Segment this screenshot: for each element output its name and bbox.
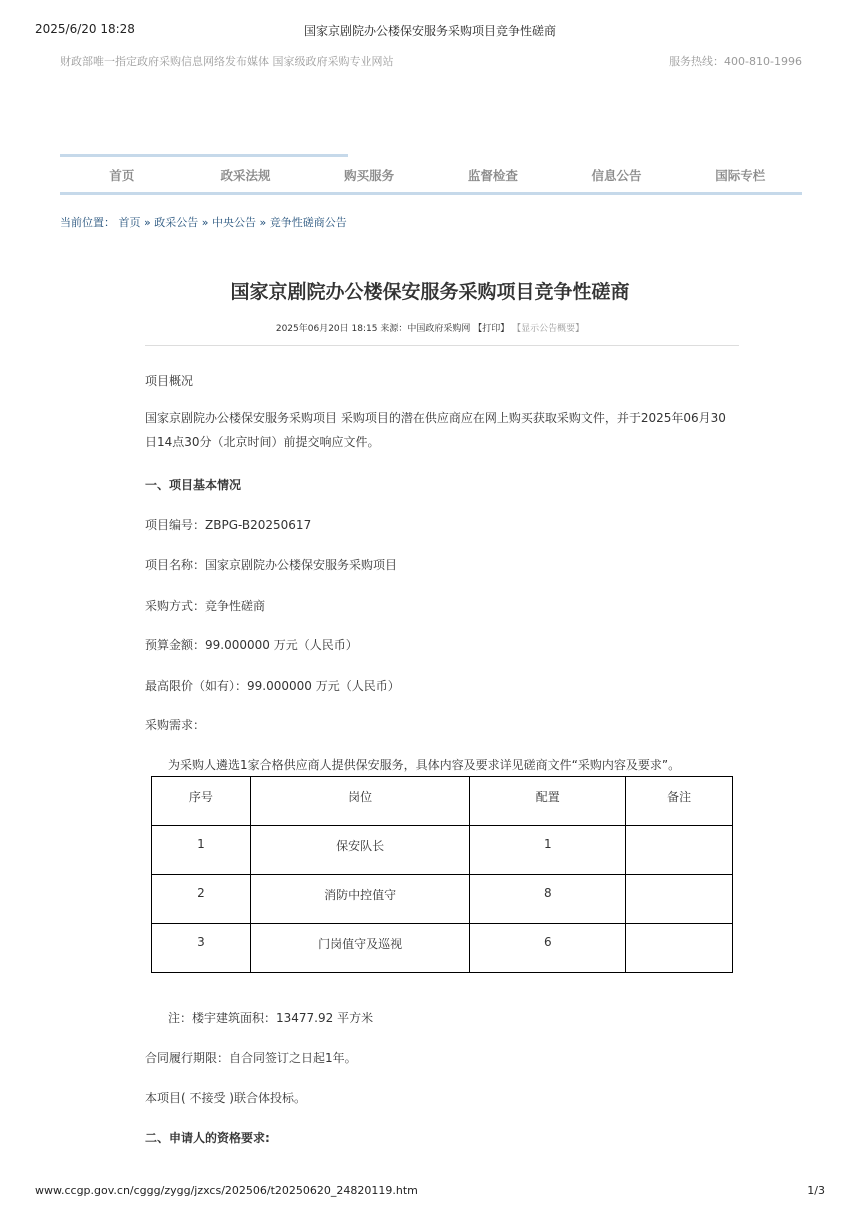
consortium-policy: 本项目( 不接受 )联合体投标。 xyxy=(145,1091,306,1105)
table-cell xyxy=(626,924,733,973)
table-cell: 消防中控值守 xyxy=(250,875,470,924)
max-price: 最高限价（如有）：99.000000 万元（人民币） xyxy=(145,679,400,693)
table-row xyxy=(152,875,733,924)
nav-item-regulations[interactable]: 政采法规 xyxy=(220,168,271,183)
table-row xyxy=(152,826,733,875)
nav-item-announcements[interactable]: 信息公告 xyxy=(591,168,642,183)
requirements-table xyxy=(151,776,733,973)
overview-text: 国家京剧院办公楼保安服务采购项目 采购项目的潜在供应商应在网上购买获取采购文件，并于2025年06月30日14点30分（北京时间）前提交响应文件。 xyxy=(145,411,726,449)
demand-text: 为采购人遴选1家合格供应商人提供保安服务，具体内容及要求详见磋商文件“采购内容及要求”。 xyxy=(168,758,681,772)
contract-period: 合同履行期限：自合同签订之日起1年。 xyxy=(145,1051,357,1065)
breadcrumb-central-notices[interactable]: 中央公告 xyxy=(211,216,256,229)
table-cell: 6 xyxy=(470,924,626,973)
publish-date: 2025年06月20日 18:15 xyxy=(275,324,378,334)
nav-item-supervision[interactable]: 监督检查 xyxy=(467,168,518,183)
table-cell: 1 xyxy=(152,826,251,875)
nav-item-international[interactable]: 国际专栏 xyxy=(715,168,766,183)
project-name: 项目名称：国家京剧院办公楼保安服务采购项目 xyxy=(145,558,398,572)
nav-item-home[interactable]: 首页 xyxy=(109,168,135,183)
breadcrumb xyxy=(60,214,347,230)
budget-amount: 预算金额：99.000000 万元（人民币） xyxy=(145,638,358,652)
nav-top-rule xyxy=(60,154,348,157)
print-datetime: 2025/6/20 18:28 xyxy=(35,22,135,36)
section-1-heading: 一、项目基本情况 xyxy=(145,478,242,492)
main-nav xyxy=(60,161,802,191)
table-header-cell: 序号 xyxy=(152,777,251,826)
nav-item-services[interactable]: 购买服务 xyxy=(344,168,395,183)
nav-bottom-rule xyxy=(60,192,802,195)
section-2-heading: 二、申请人的资格要求: xyxy=(145,1131,270,1145)
page-url: www.ccgp.gov.cn/cggg/zygg/jzxcs/202506/t20250620_24820119.htm xyxy=(35,1184,418,1197)
demand-label: 采购需求： xyxy=(145,718,206,732)
table-cell: 1 xyxy=(470,826,626,875)
page-number: 1/3 xyxy=(807,1184,825,1197)
breadcrumb-home[interactable]: 首页 xyxy=(118,216,141,229)
table-cell: 2 xyxy=(152,875,251,924)
print-page-title: 国家京剧院办公楼保安服务采购项目竞争性磋商 xyxy=(303,24,556,38)
article-meta xyxy=(0,321,860,334)
overview-heading: 项目概况 xyxy=(145,374,194,388)
breadcrumb-separator: » xyxy=(144,216,151,229)
table-row xyxy=(152,924,733,973)
article-title: 国家京剧院办公楼保安服务采购项目竞争性磋商 xyxy=(230,281,630,303)
breadcrumb-procurement-notices[interactable]: 政采公告 xyxy=(154,216,199,229)
table-cell: 8 xyxy=(470,875,626,924)
show-summary-link[interactable]: 【显示公告概要】 xyxy=(512,324,585,334)
breadcrumb-separator: » xyxy=(201,216,209,229)
table-cell xyxy=(626,875,733,924)
procurement-method: 采购方式：竞争性磋商 xyxy=(145,599,266,613)
breadcrumb-competitive-consultation[interactable]: 竞争性磋商公告 xyxy=(269,216,347,229)
table-header-cell: 岗位 xyxy=(250,777,470,826)
table-cell: 门岗值守及巡视 xyxy=(250,924,470,973)
service-hotline: 服务热线：400-810-1996 xyxy=(669,55,802,68)
source-name: 中国政府采购网 xyxy=(407,324,471,334)
table-cell: 3 xyxy=(152,924,251,973)
table-cell: 保安队长 xyxy=(250,826,470,875)
table-header-cell: 配置 xyxy=(470,777,626,826)
table-header-cell: 备注 xyxy=(626,777,733,826)
source-label: 来源： xyxy=(380,324,408,334)
site-tagline: 财政部唯一指定政府采购信息网络发布媒体 国家级政府采购专业网站 xyxy=(60,55,394,68)
table-header-row xyxy=(152,777,733,826)
table-cell xyxy=(626,826,733,875)
project-number: 项目编号：ZBPG-B20250617 xyxy=(145,518,312,532)
area-note: 注：楼宇建筑面积：13477.92 平方米 xyxy=(168,1011,374,1025)
breadcrumb-separator: » xyxy=(259,216,267,229)
breadcrumb-prefix: 当前位置： xyxy=(60,216,115,229)
print-link[interactable]: 【打印】 xyxy=(473,324,510,334)
meta-divider xyxy=(145,345,739,346)
